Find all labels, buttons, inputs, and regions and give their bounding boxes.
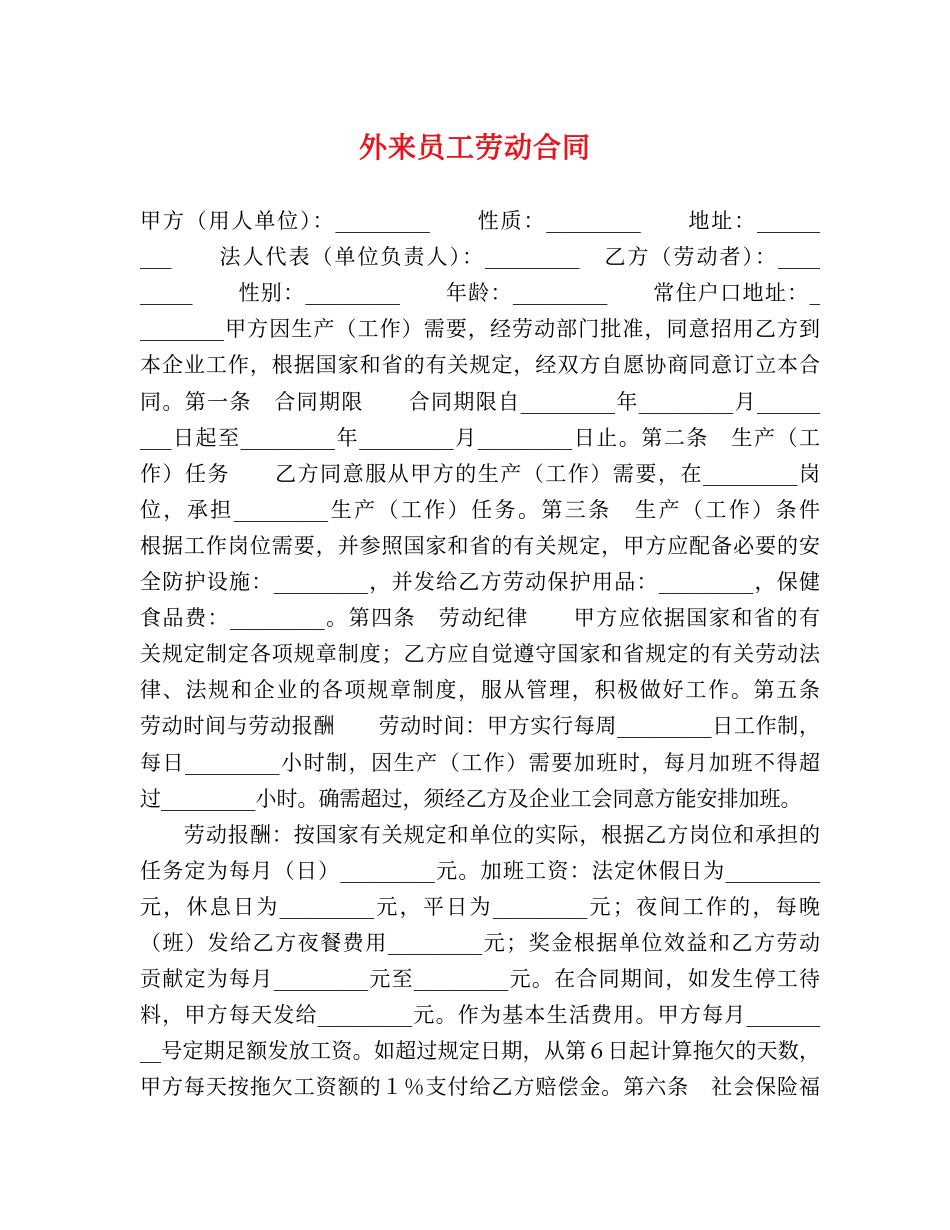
text-line: 元，休息日为_________元，平日为_________元；夜间工作的，每晚 <box>140 895 820 919</box>
text-line: 同。第一条 合同期限 合同期限自_________年_________月______ <box>140 390 820 414</box>
text-line: 关规定制定各项规章制度；乙方应自觉遵守国家和省规定的有关劳动法 <box>140 642 820 666</box>
text-line: 食品费：_________。第四条 劳动纪律 甲方应依据国家和省的有 <box>140 606 820 630</box>
text-line: 全防护设施：_________，并发给乙方劳动保护用品：_________，保健 <box>140 570 820 594</box>
text-line: 律、法规和企业的各项规章制度，服从管理，积极做好工作。第五条 <box>140 678 820 702</box>
text-line: 甲方（用人单位）：_________ 性质：_________ 地址：______ <box>140 209 820 233</box>
text-line: 位，承担_________生产（工作）任务。第三条 生产（工作）条件 <box>140 498 820 522</box>
text-line: 甲方每天按拖欠工资额的１％支付给乙方赔偿金。第六条 社会保险福 <box>140 1075 820 1099</box>
text-line: ___日起至_________年_________月_________日止。第二条 生产（工 <box>140 426 820 450</box>
text-line: __号定期足额发放工资。如超过规定日期，从第６日起计算拖欠的天数， <box>140 1039 820 1063</box>
text-line: 劳动报酬：按国家有关规定和单位的实际，根据乙方岗位和承担的 <box>140 823 820 847</box>
text-line: 过_________小时。确需超过，须经乙方及企业工会同意方能安排加班。 <box>140 787 802 811</box>
text-line: 贡献定为每月_________元至_________元。在合同期间，如发生停工待 <box>140 967 820 991</box>
text-line: ________甲方因生产（工作）需要，经劳动部门批准，同意招用乙方到 <box>140 317 820 341</box>
text-line: 作）任务 乙方同意服从甲方的生产（工作）需要，在_________岗 <box>140 462 820 486</box>
text-line: 根据工作岗位需要，并参照国家和省的有关规定，甲方应配备必要的安 <box>140 534 820 558</box>
document-title: 外来员工劳动合同 <box>358 131 591 164</box>
text-line: 任务定为每月（日）_________元。加班工资：法定休假日为_________ <box>140 859 820 883</box>
text-line: 每日_________小时制，因生产（工作）需要加班时，每月加班不得超 <box>140 751 820 775</box>
text-line: ___ 法人代表（单位负责人）：_________ 乙方（劳动者）：____ <box>140 245 820 269</box>
text-line: _____ 性别：_________ 年龄：_________ 常住户口地址：_ <box>140 281 820 305</box>
text-line: 料，甲方每天发给_________元。作为基本生活费用。甲方每月_______ <box>140 1003 820 1027</box>
text-line: 本企业工作，根据国家和省的有关规定，经双方自愿协商同意订立本合 <box>140 353 820 377</box>
text-line: （班）发给乙方夜餐费用_________元；奖金根据单位效益和乙方劳动 <box>140 931 820 955</box>
text-line: 劳动时间与劳动报酬 劳动时间：甲方实行每周_________日工作制， <box>140 714 820 738</box>
